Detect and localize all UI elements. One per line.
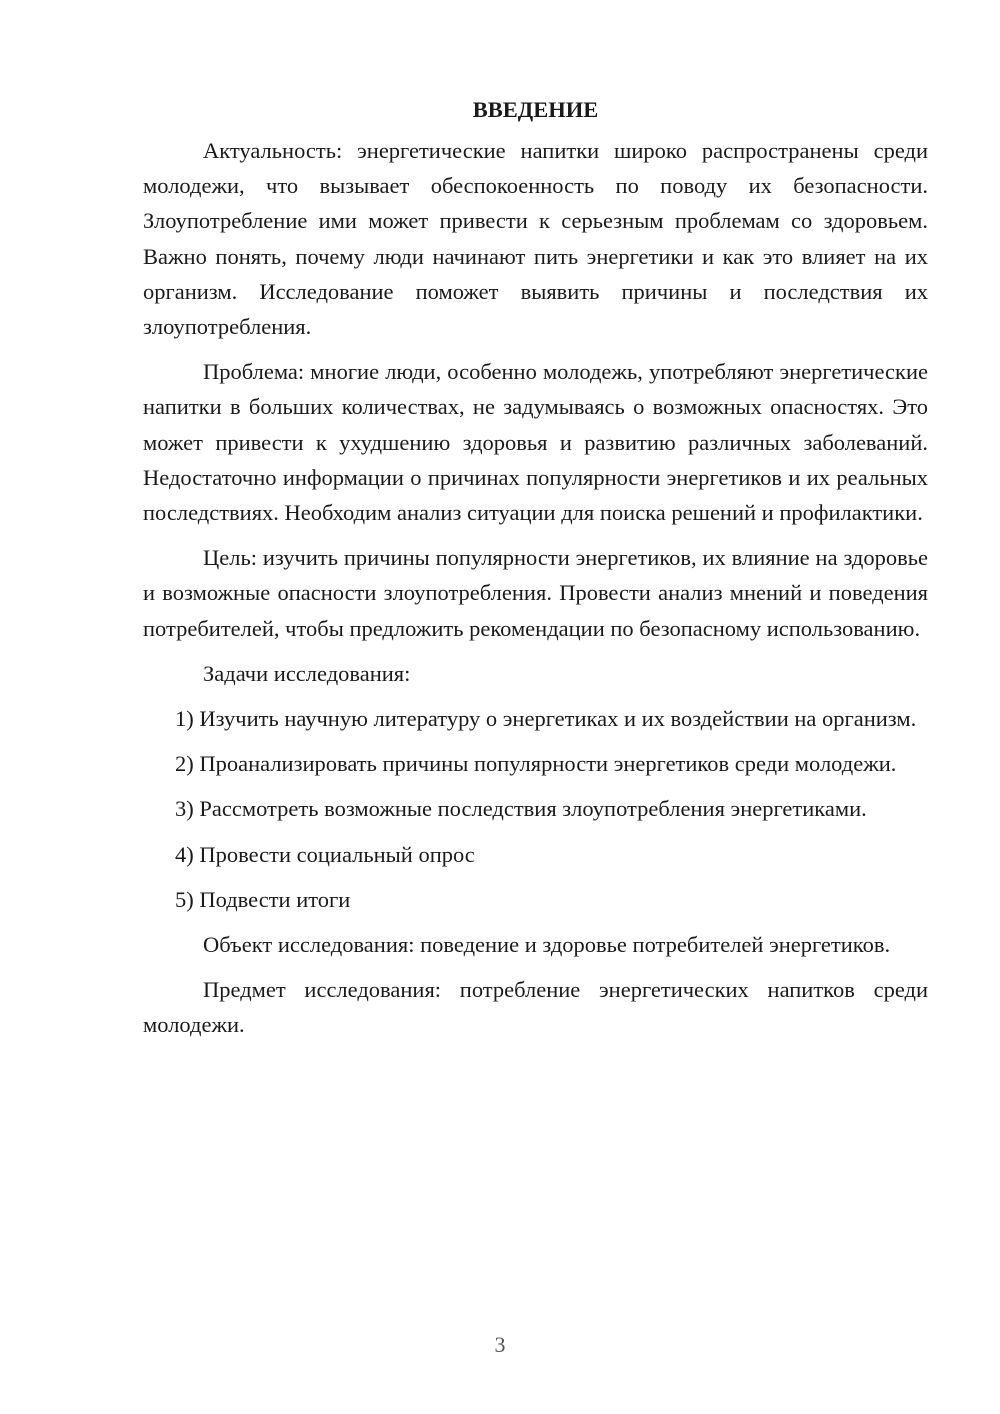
relevance-paragraph: Актуальность: энергетические напитки широко распространены среди молодежи, что вызывает обеспокоенность по поводу их безопасности. Злоупотребление ими может привести к серьезным проблемам со здоровьем. Важно понять, почему люди начинают пить энергетики и как это влияет на их организм. Исследование поможет выявить причины и последствия их злоупотребления. xyxy=(143,138,928,340)
problem-paragraph: Проблема: многие люди, особенно молодежь, употребляют энергетические напитки в больших количествах, не задумываясь о возможных опасностях. Это может привести к ухудшению здоровья и развитию различных заболеваний. Недостаточно информации о причинах популярности энергетиков и их реальных последствиях. Необходим анализ ситуации для поиска решений и профилактики. xyxy=(143,359,928,526)
task-item-5: 5) Подвести итоги xyxy=(175,886,351,912)
task-item-3: 3) Рассмотреть возможные последствия злоупотребления энергетиками. xyxy=(175,796,867,822)
page-title: ВВЕДЕНИЕ xyxy=(472,97,599,122)
page-number: 3 xyxy=(494,1332,506,1357)
task-item-4: 4) Провести социальный опрос xyxy=(175,841,475,867)
goal-paragraph: Цель: изучить причины популярности энергетиков, их влияние на здоровье и возможные опасности злоупотребления. Провести анализ мнений и поведения потребителей, чтобы предложить рекомендации по безопасному использованию. xyxy=(143,545,928,641)
document-page xyxy=(143,92,928,1053)
task-item-2: 2) Проанализировать причины популярности энергетиков среди молодежи. xyxy=(175,751,897,777)
task-item-1: 1) Изучить научную литературу о энергетиках и их воздействии на организм. xyxy=(175,706,917,732)
object-paragraph: Объект исследования: поведение и здоровье потребителей энергетиков. xyxy=(203,932,891,958)
tasks-title: Задачи исследования: xyxy=(203,660,411,686)
subject-paragraph: Предмет исследования: потребление энергетических напитков среди молодежи. xyxy=(143,977,928,1038)
